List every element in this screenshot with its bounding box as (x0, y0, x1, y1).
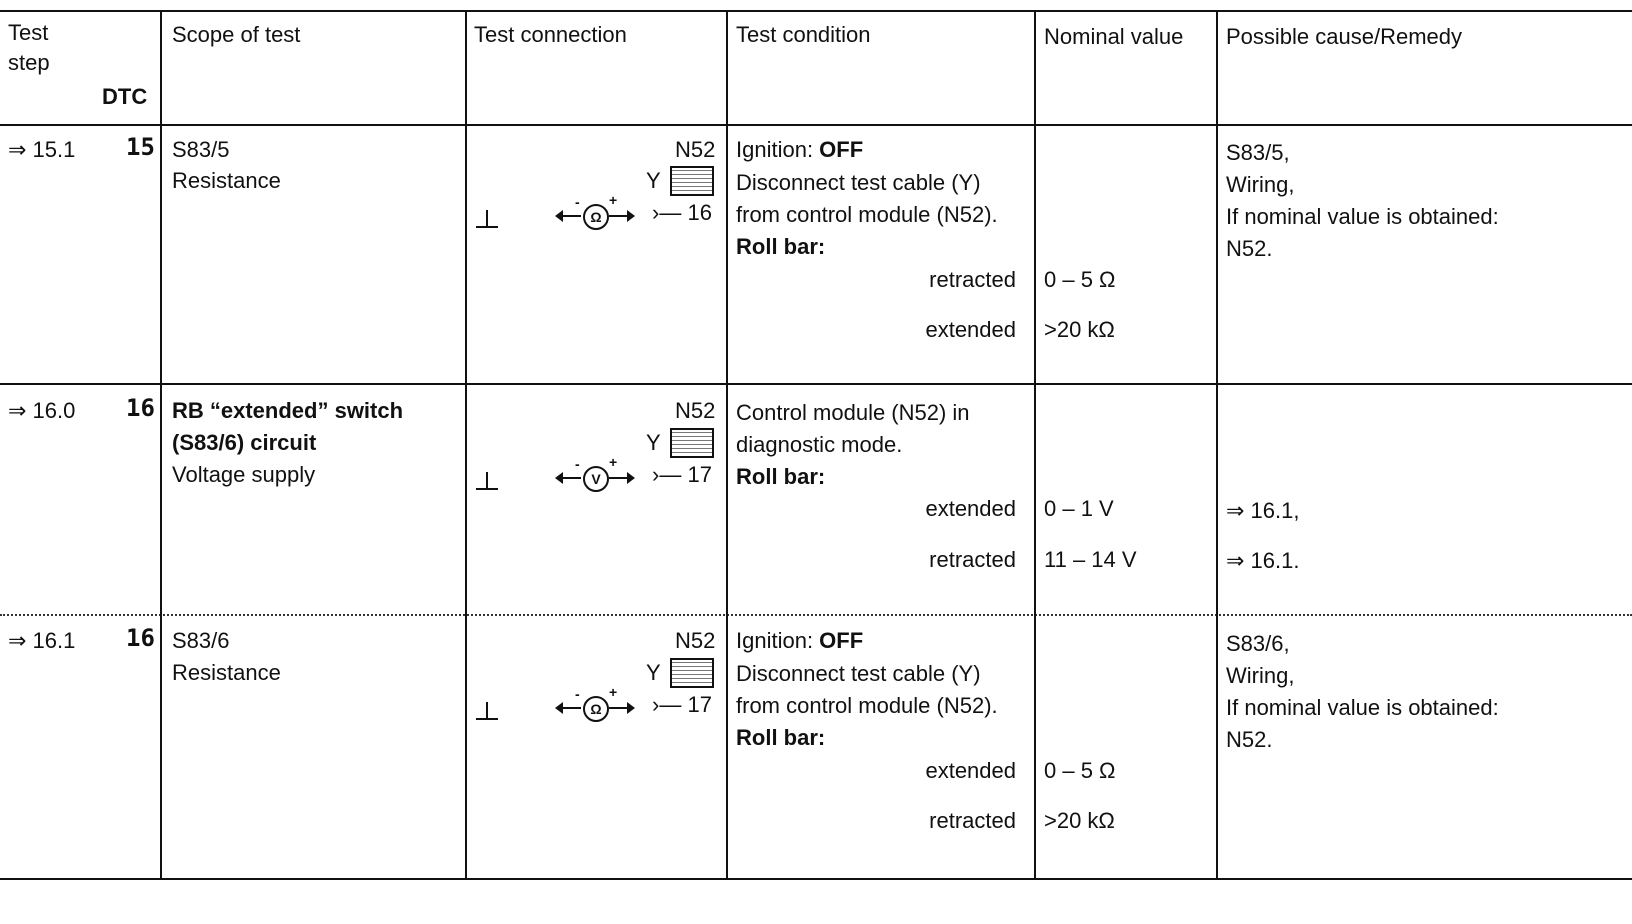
condition-value: OFF (819, 137, 864, 162)
step-16-1: ⇒ 16.1 (8, 628, 76, 653)
remedy-link: ⇒ 16.1, (1226, 498, 1300, 523)
col-rule-scope (160, 10, 162, 880)
state-label: extended (925, 317, 1016, 342)
condition-label: Ignition: (736, 137, 820, 162)
ohmmeter-icon: - + Ω (557, 202, 639, 232)
header-test-step-line2: step (8, 50, 50, 75)
cable-label: Y (646, 660, 661, 685)
connector-icon (670, 166, 714, 196)
condition-line (736, 624, 863, 657)
remedy-line: S83/5, (1226, 140, 1290, 165)
pin-number: 17 (687, 692, 712, 717)
remedy-line: If nominal value is obtained: (1226, 695, 1499, 720)
header-rule (0, 124, 1632, 126)
col-rule-condition (726, 10, 728, 880)
pin-marker: ›— 17 (652, 462, 712, 487)
step-16-0: ⇒ 16.0 (8, 398, 76, 423)
ohmmeter-icon: - + Ω (557, 694, 639, 724)
state-label: extended (925, 758, 1016, 783)
meter-symbol: Ω (583, 204, 609, 230)
nominal-value: 0 – 5 Ω (1044, 758, 1116, 783)
bottom-rule (0, 878, 1632, 880)
condition-line: diagnostic mode. (736, 432, 903, 457)
remedy-line: Wiring, (1226, 172, 1295, 197)
scope-line: Resistance (172, 660, 281, 685)
cable-label: Y (646, 430, 661, 455)
condition-rollbar: Roll bar: (736, 464, 826, 489)
header-remedy: Possible cause/Remedy (1226, 24, 1463, 49)
nominal-value: 11 – 14 V (1044, 547, 1137, 572)
header-condition: Test condition (736, 22, 871, 47)
condition-line: Disconnect test cable (Y) (736, 170, 981, 195)
header-nominal: Nominal value (1044, 24, 1184, 49)
ground-icon (476, 702, 498, 720)
state-label: retracted (929, 547, 1016, 572)
state-label: extended (925, 496, 1016, 521)
scope-line: Resistance (172, 168, 281, 193)
header-test-step (8, 18, 50, 78)
header-scope: Scope of test (172, 22, 301, 47)
condition-line: Control module (N52) in (736, 400, 970, 425)
ground-icon (476, 472, 498, 490)
pin-marker: ›— 16 (652, 200, 712, 225)
scope-line: S83/5 (172, 137, 230, 162)
pin-marker: ›— 17 (652, 692, 712, 717)
remedy-line: Wiring, (1226, 663, 1295, 688)
nominal-value: >20 kΩ (1044, 317, 1115, 342)
module-label: N52 (675, 398, 716, 423)
step-15-1: ⇒ 15.1 (8, 137, 76, 162)
module-label: N52 (675, 628, 716, 653)
scope-line: S83/6 (172, 628, 230, 653)
remedy-line: If nominal value is obtained: (1226, 204, 1499, 229)
dtc-code: 15 (126, 133, 155, 161)
scope-line: (S83/6) circuit (172, 430, 317, 455)
remedy-line: N52. (1226, 727, 1273, 752)
connector-icon (670, 428, 714, 458)
meter-symbol: V (583, 466, 609, 492)
condition-line: from control module (N52). (736, 693, 998, 718)
scope-line: Voltage supply (172, 462, 316, 487)
col-rule-nominal (1034, 10, 1036, 880)
condition-line: Disconnect test cable (Y) (736, 661, 981, 686)
state-label: retracted (929, 267, 1016, 292)
nominal-value: 0 – 5 Ω (1044, 267, 1116, 292)
condition-value: OFF (819, 628, 864, 653)
nominal-value: 0 – 1 V (1044, 496, 1114, 521)
condition-label: Ignition: (736, 628, 820, 653)
voltmeter-icon: - + V (557, 464, 639, 494)
pin-number: 17 (687, 462, 712, 487)
col-rule-remedy (1216, 10, 1218, 880)
dotted-row-rule (0, 614, 1632, 616)
nominal-value: >20 kΩ (1044, 808, 1115, 833)
connector-icon (670, 658, 714, 688)
cable-label: Y (646, 168, 661, 193)
meter-symbol: Ω (583, 696, 609, 722)
module-label: N52 (675, 137, 716, 162)
header-connection: Test connection (474, 22, 627, 47)
condition-line: from control module (N52). (736, 202, 998, 227)
header-test-step-line1: Test (8, 20, 49, 45)
top-rule (0, 10, 1632, 12)
condition-line (736, 133, 863, 166)
ground-icon (476, 210, 498, 228)
remedy-link: ⇒ 16.1. (1226, 548, 1300, 573)
header-dtc: DTC (102, 84, 148, 109)
dtc-code: 16 (126, 394, 155, 422)
row-rule (0, 383, 1632, 385)
scope-line: RB “extended” switch (172, 398, 404, 423)
remedy-line: N52. (1226, 236, 1273, 261)
col-rule-connection (465, 10, 467, 880)
state-label: retracted (929, 808, 1016, 833)
remedy-line: S83/6, (1226, 631, 1290, 656)
pin-number: 16 (687, 200, 712, 225)
condition-rollbar: Roll bar: (736, 234, 826, 259)
dtc-code: 16 (126, 624, 155, 652)
condition-rollbar: Roll bar: (736, 725, 826, 750)
